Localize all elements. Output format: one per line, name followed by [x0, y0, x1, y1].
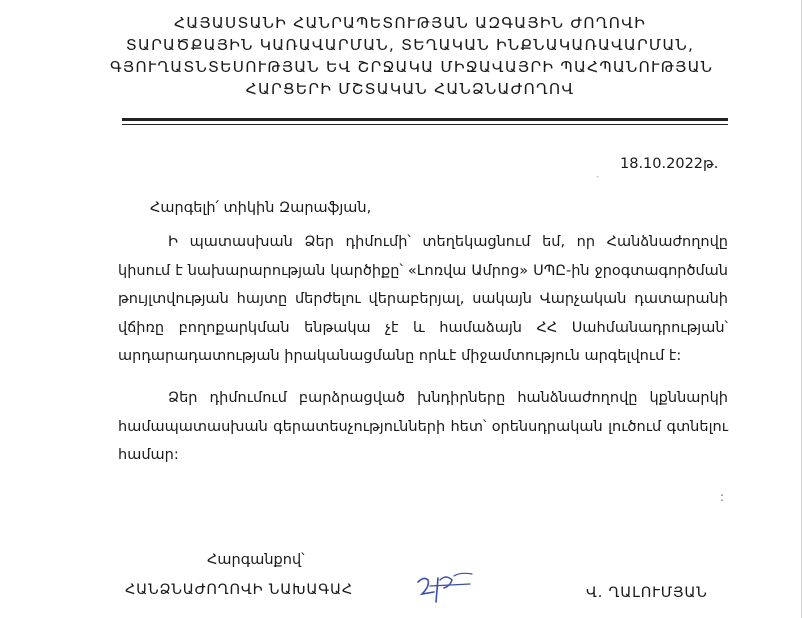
- handwritten-signature: [410, 568, 480, 608]
- faint-mark: -: [596, 172, 600, 182]
- salutation: Հարգելի՛ տիկին Զարաֆյան,: [150, 200, 372, 216]
- closing-regards: Հարգանքով՝: [207, 552, 305, 568]
- header-divider-thick: [122, 118, 728, 121]
- body-paragraph-1-text: Ի պատասխան Ձեր դիմումի՝ տեղեկացնում եմ, որ Հանձնաժողովը կիսում է նախարարության կարծիքը՝ «Լոռվա Ամրոց» ՍՊԸ-ին ջրօգտագործման թույլտվության հայտը մերժելու վերաբերյալ, սակայն Վարչական դատարանի վճիռը բողոքարկման ենթակա չէ և համաձայն ՀՀ Սահմանադրության՝ արդարադատության իրականացմանը որևէ միջամտություն արգելվում է:: [118, 234, 728, 364]
- letterhead-line-2: ՏԱՐԱԾՔԱՅԻՆ ԿԱՌԱՎԱՐՄԱՆ, ՏԵՂԱԿԱՆ ԻՆՔՆԱԿԱՌԱՎԱՐՄԱՆ,: [125, 36, 695, 54]
- letter-date: 18.10.2022թ.: [620, 156, 719, 172]
- letterhead-line-4: ՀԱՐՑԵՐԻ ՄՇՏԱԿԱՆ ՀԱՆՁՆԱԺՈՂՈՎ: [245, 80, 575, 98]
- letterhead: [110, 12, 714, 100]
- letterhead-line-1: ՀԱՅԱՍՏԱՆԻ ՀԱՆՐԱՊԵՏՈՒԹՅԱՆ ԱԶԳԱՅԻՆ ԺՈՂՈՎԻ: [174, 14, 646, 32]
- body-paragraph-2: [118, 384, 728, 470]
- body-paragraph-1: [118, 228, 728, 371]
- stray-mark: :: [720, 490, 725, 504]
- header-divider-thin: [122, 124, 728, 125]
- body-paragraph-2-text: Ձեր դիմումում բարձրացված խնդիրները հանձնաժողովը կքննարկի համապատասխան գերատեսչությունների հետ՝ օրենսդրական լուծում գտնելու համար:: [118, 390, 728, 463]
- signatory-title: ՀԱՆՁՆԱԺՈՂՈՎԻ ՆԱԽԱԳԱՀ: [125, 582, 354, 598]
- letterhead-line-3: ԳՅՈՒՂԱՏՆՏԵՍՈՒԹՅԱՆ ԵՎ ՇՐՋԱԿԱ ՄԻՋԱՎԱՅՐԻ ՊԱՀՊԱՆՈՒԹՅԱՆ: [110, 58, 714, 76]
- signatory-name: Վ. ՂԱԼՈՒՄՅԱՆ: [586, 585, 708, 601]
